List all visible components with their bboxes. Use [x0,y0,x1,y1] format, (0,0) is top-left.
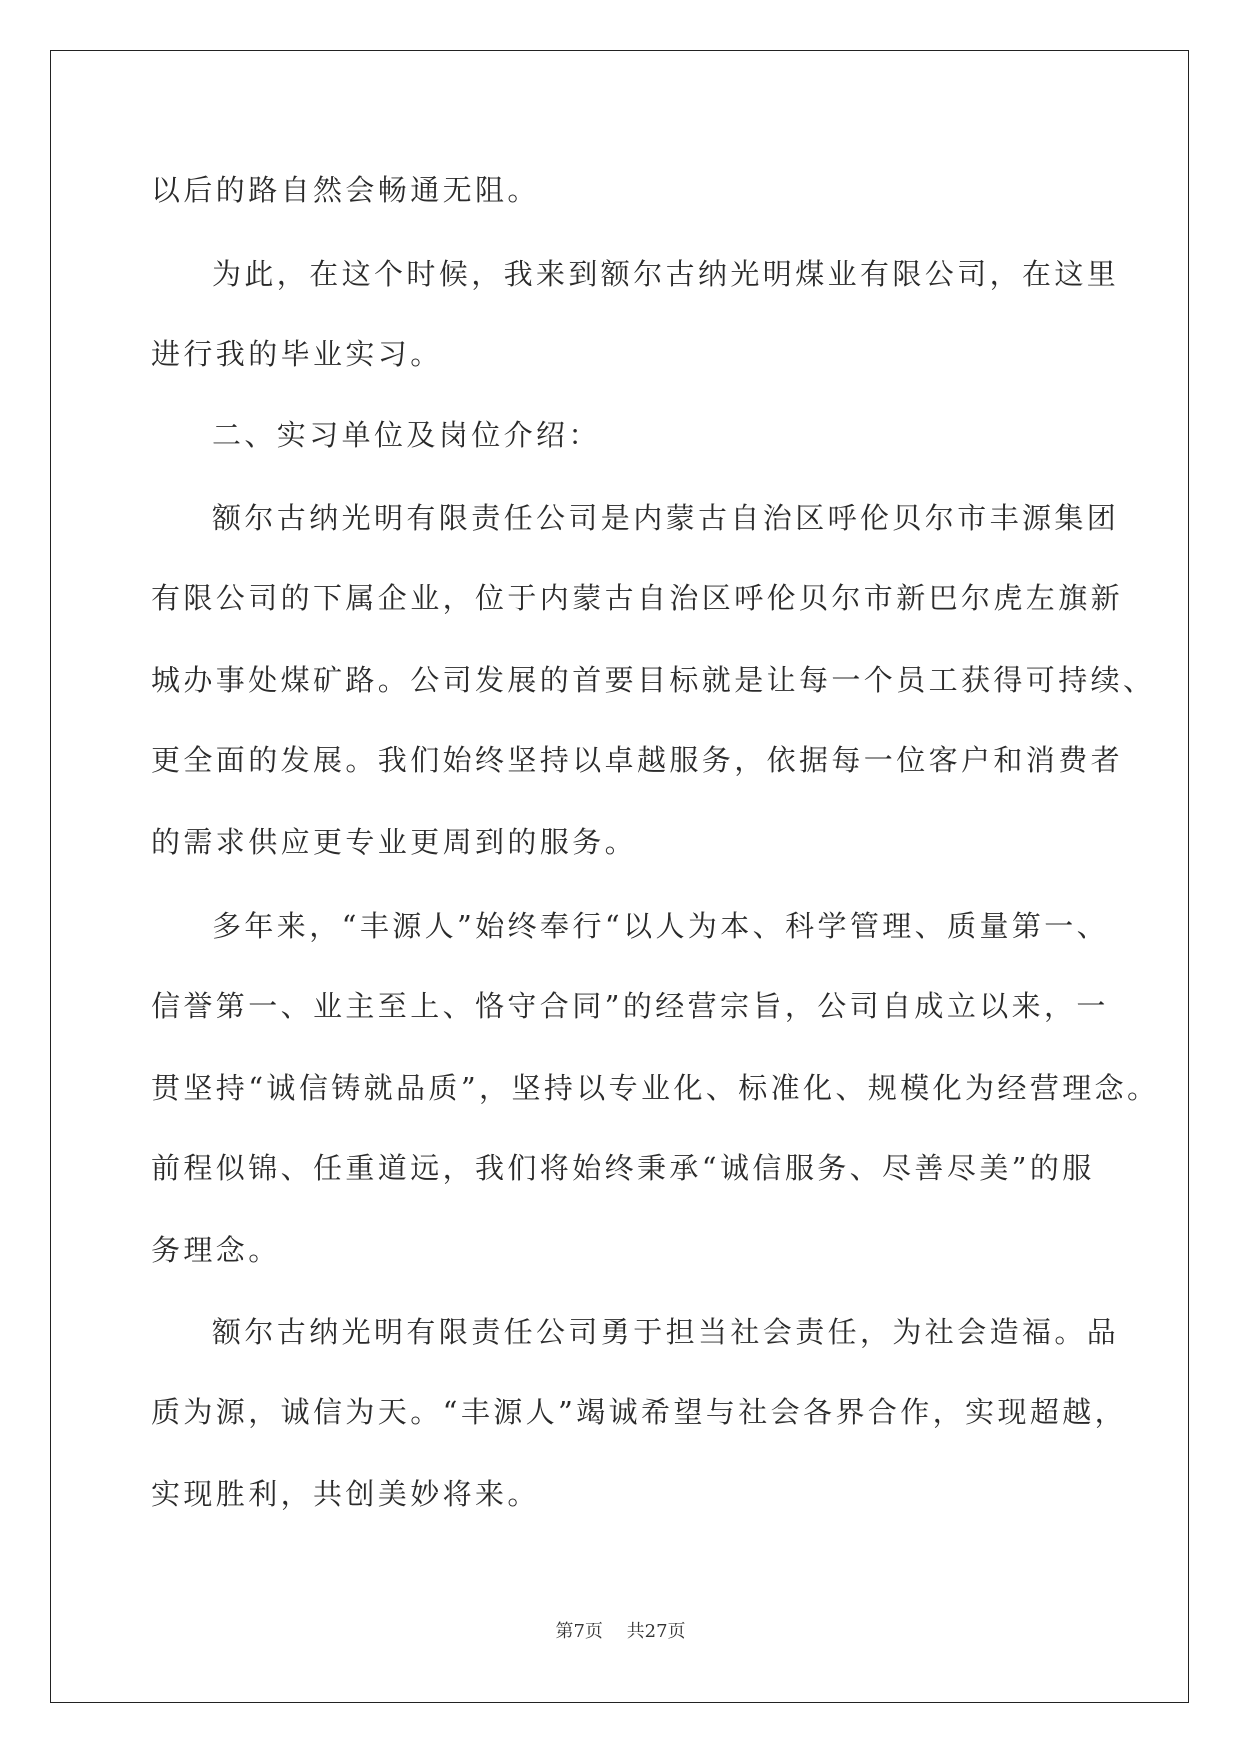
section-heading: 二、实习单位及岗位介绍： [212,418,601,452]
text-line: 前程似锦、任重道远，我们将始终秉承“诚信服务、尽善尽美”的服 [151,1151,1095,1185]
text-line: 以后的路自然会畅通无阻。 [151,173,540,207]
text-line: 进行我的毕业实习。 [151,337,443,371]
page-footer [0,1617,1241,1643]
page-total: 共27页 [626,1621,686,1642]
text-line: 有限公司的下属企业，位于内蒙古自治区呼伦贝尔市新巴尔虎左旗新 [151,581,1124,615]
text-line: 为此，在这个时候，我来到额尔古纳光明煤业有限公司，在这里 [212,257,1120,291]
text-line: 额尔古纳光明有限责任公司勇于担当社会责任，为社会造福。品 [212,1315,1120,1349]
page-number: 第7页 [555,1621,603,1642]
text-line: 实现胜利，共创美妙将来。 [151,1477,540,1511]
text-line: 贯坚持“诚信铸就品质”，坚持以专业化、标准化、规模化为经营理念。 [151,1071,1160,1105]
text-line: 额尔古纳光明有限责任公司是内蒙古自治区呼伦贝尔市丰源集团 [212,501,1120,535]
text-line: 多年来，“丰源人”始终奉行“以人为本、科学管理、质量第一、 [212,909,1110,943]
text-line: 城办事处煤矿路。公司发展的首要目标就是让每一个员工获得可持续、 [151,663,1156,697]
page-border [50,50,1189,1703]
text-line: 更全面的发展。我们始终坚持以卓越服务，依据每一位客户和消费者 [151,743,1124,777]
text-line: 质为源，诚信为天。“丰源人”竭诚希望与社会各界合作，实现超越， [151,1395,1128,1429]
text-line: 信誉第一、业主至上、恪守合同”的经营宗旨，公司自成立以来，一 [151,989,1109,1023]
text-line: 务理念。 [151,1233,281,1267]
text-line: 的需求供应更专业更周到的服务。 [151,825,638,859]
